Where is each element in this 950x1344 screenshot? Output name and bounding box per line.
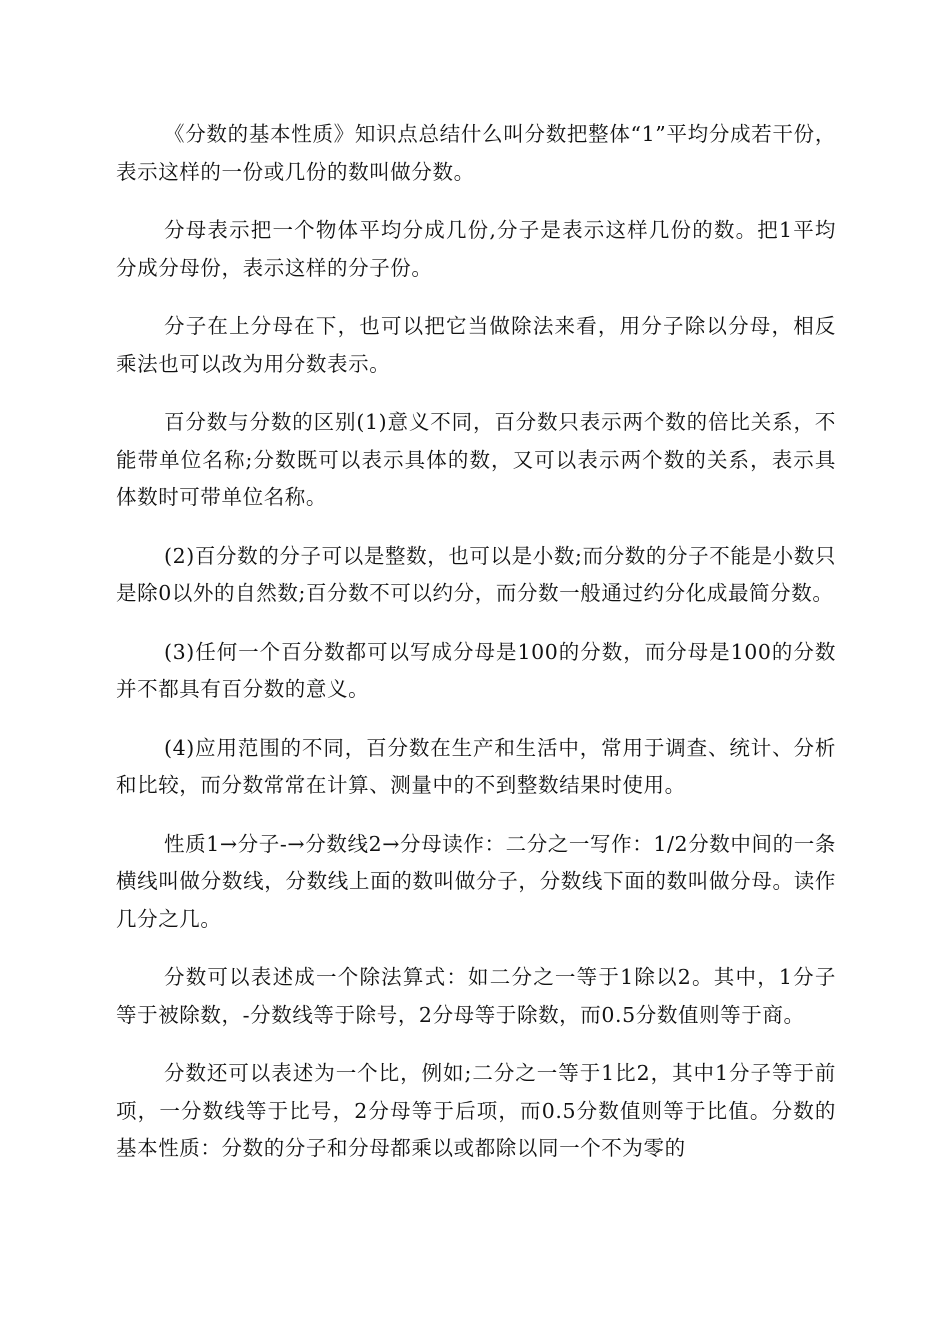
paragraph: (3)任何一个百分数都可以写成分母是100的分数，而分母是100的分数并不都具有百分数的意义。 <box>116 639 836 701</box>
paragraph: 分子在上分母在下，也可以把它当做除法来看，用分子除以分母，相反乘法也可以改为用分数表示。 <box>116 314 836 376</box>
paragraph: (2)百分数的分子可以是整数，也可以是小数;而分数的分子不能是小数只是除0以外的自然数;百分数不可以约分，而分数一般通过约分化成最简分数。 <box>116 543 836 605</box>
paragraph: (4)应用范围的不同，百分数在生产和生活中，常用于调查、统计、分析和比较，而分数常常在计算、测量中的不到整数结果时使用。 <box>116 735 836 797</box>
paragraph: 分母表示把一个物体平均分成几份,分子是表示这样几份的数。把1平均分成分母份，表示这样的分子份。 <box>116 218 836 280</box>
paragraph: 性质1→分子-→分数线2→分母读作：二分之一写作：1/2分数中间的一条横线叫做分数线，分数线上面的数叫做分子，分数线下面的数叫做分母。读作几分之几。 <box>116 831 836 931</box>
paragraph: 分数还可以表述为一个比，例如;二分之一等于1比2，其中1分子等于前项，一分数线等于比号，2分母等于后项，而0.5分数值则等于比值。分数的基本性质：分数的分子和分母都乘以或都除以同一个不为零的 <box>116 1061 836 1160</box>
paragraph: 分数可以表述成一个除法算式：如二分之一等于1除以2。其中，1分子等于被除数，-分数线等于除号，2分母等于除数，而0.5分数值则等于商。 <box>116 965 836 1027</box>
paragraph: 《分数的基本性质》知识点总结什么叫分数把整体“1”平均分成若干份，表示这样的一份或几份的数叫做分数。 <box>116 122 836 184</box>
paragraph: 百分数与分数的区别(1)意义不同，百分数只表示两个数的倍比关系，不能带单位名称;分数既可以表示具体的数，又可以表示两个数的关系，表示具体数时可带单位名称。 <box>116 410 836 509</box>
document-body <box>116 116 836 1189</box>
